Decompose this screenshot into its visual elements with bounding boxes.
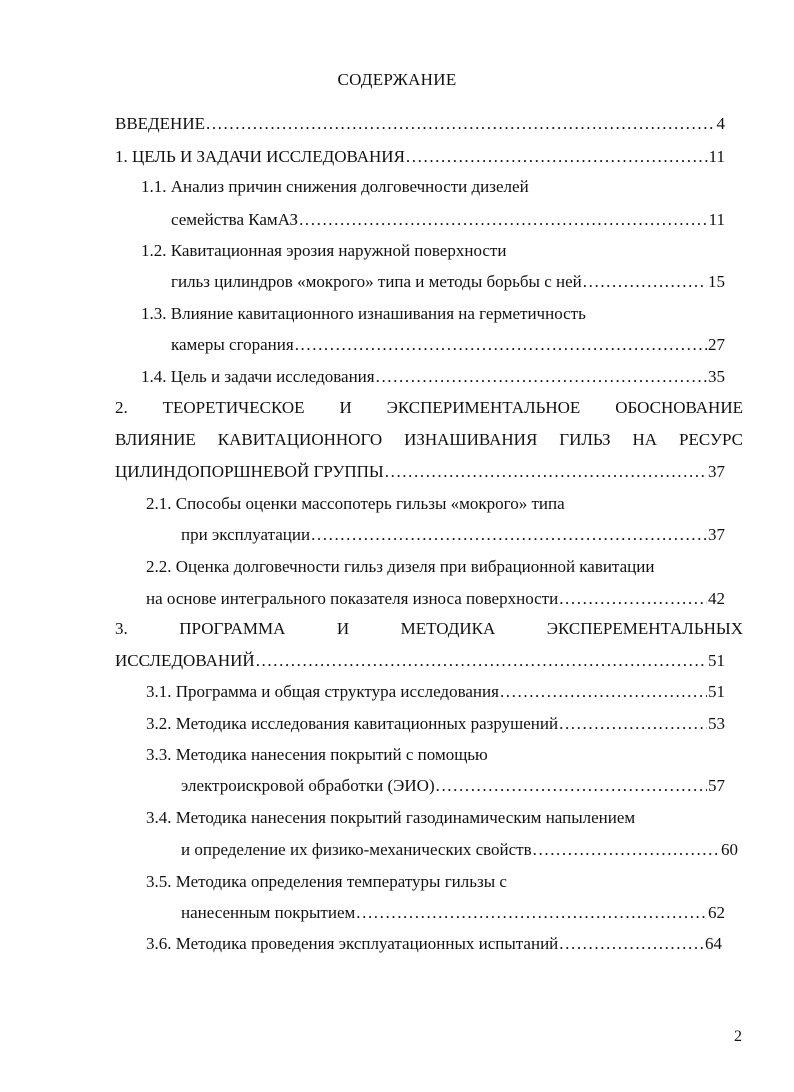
toc-entry-3-1 (146, 681, 725, 703)
dot-leader (311, 524, 707, 546)
toc-entry-3-6 (146, 933, 722, 955)
toc-entry-page: 37 (708, 525, 725, 544)
toc-entry-page: 11 (708, 147, 725, 166)
dot-leader (533, 839, 720, 861)
heading-word: И (336, 619, 350, 638)
toc-entry-chapter-3-line2 (115, 650, 725, 672)
toc-entry-text: ВВЕДЕНИЕ (115, 114, 205, 133)
toc-entry-text: электроискровой обработки (ЭИО) (181, 776, 435, 795)
heading-word: ТЕОРЕТИЧЕСКОЕ (162, 398, 305, 417)
toc-entry-page: 15 (708, 272, 725, 291)
toc-entry-1-2-line1: 1.2. Кавитационная эрозия наружной поверхности (141, 241, 507, 260)
toc-entry-page: 11 (708, 210, 725, 229)
heading-word: МЕТОДИКА (400, 619, 496, 638)
toc-entry-page: 64 (705, 934, 722, 953)
toc-entry-intro (115, 113, 725, 135)
toc-entry-page: 27 (708, 335, 725, 354)
toc-entry-3-3-line1: 3.3. Методика нанесения покрытий с помощью (146, 745, 488, 764)
toc-entry-2-2-line1: 2.2. Оценка долговечности гильз дизеля при вибрационной кавитации (146, 557, 655, 576)
toc-entry-1-3-line1: 1.3. Влияние кавитационного изнашивания на герметичность (141, 304, 586, 323)
toc-entry-2-2-line2 (146, 588, 725, 610)
dot-leader (559, 713, 707, 735)
toc-entry-text: 1.4. Цель и задачи исследования (141, 367, 375, 386)
heading-word: РЕСУРС (678, 430, 743, 449)
toc-entry-text: ИССЛЕДОВАНИЙ (115, 651, 255, 670)
heading-word: И (339, 398, 352, 417)
toc-entry-chapter-3-line1 (115, 618, 743, 640)
toc-entry-1-4 (141, 366, 725, 388)
toc-entry-text: 3.1. Программа и общая структура исследования (146, 682, 499, 701)
heading-word: ЭКСПЕРЕМЕНТАЛЬНЫХ (546, 619, 743, 638)
heading-word: ВЛИЯНИЕ (115, 430, 196, 449)
toc-entry-chapter-2-line2 (115, 429, 743, 451)
toc-entry-page: 37 (708, 462, 725, 481)
page-number: 2 (734, 1028, 742, 1045)
dot-leader (583, 271, 707, 293)
toc-entry-2-1-line1: 2.1. Способы оценки массопотерь гильзы «мокрого» типа (146, 494, 565, 513)
dot-leader (295, 334, 707, 356)
toc-entry-chapter-2-line3 (115, 461, 725, 483)
toc-entry-page: 51 (708, 651, 725, 670)
dot-leader (356, 902, 707, 924)
dot-leader (500, 681, 707, 703)
toc-entry-text: 1. ЦЕЛЬ И ЗАДАЧИ ИССЛЕДОВАНИЯ (115, 147, 405, 166)
toc-entry-text: ЦИЛИНДОПОРШНЕВОЙ ГРУППЫ (115, 462, 384, 481)
toc-entry-text: 3.6. Методика проведения эксплуатационных испытаний (146, 934, 559, 953)
heading-word: ГИЛЬЗ (559, 430, 611, 449)
toc-entry-1-2-line2 (171, 271, 725, 293)
toc-entry-1-3-line2 (171, 334, 725, 356)
toc-entry-3-5-line1: 3.5. Методика определения температуры гильзы с (146, 872, 507, 891)
toc-entry-3-4-line2 (181, 839, 738, 861)
toc-entry-text: гильз цилиндров «мокрого» типа и методы борьбы с ней (171, 272, 582, 291)
toc-entry-chapter-1 (115, 146, 725, 168)
toc-entry-2-1-line2 (181, 524, 725, 546)
heading-word: ОБОСНОВАНИЕ (615, 398, 743, 417)
dot-leader (436, 775, 707, 797)
toc-entry-3-3-line2 (181, 775, 725, 797)
heading-word: ПРОГРАММА (179, 619, 286, 638)
toc-entry-3-2 (146, 713, 725, 735)
toc-entry-1-1-line1: 1.1. Анализ причин снижения долговечности дизелей (141, 177, 529, 196)
toc-entry-3-4-line1: 3.4. Методика нанесения покрытий газодинамическим напылением (146, 808, 636, 827)
toc-entry-page: 4 (716, 114, 725, 133)
toc-entry-page: 42 (708, 589, 725, 608)
toc-entry-page: 62 (708, 903, 725, 922)
heading-word: ИЗНАШИВАНИЯ (404, 430, 538, 449)
toc-entry-page: 57 (708, 776, 725, 795)
toc-entry-page: 35 (708, 367, 725, 386)
dot-leader (559, 588, 707, 610)
dot-leader (256, 650, 707, 672)
toc-entry-page: 51 (708, 682, 725, 701)
heading-word: ЭКСПЕРИМЕНТАЛЬНОЕ (386, 398, 581, 417)
toc-entry-text: при эксплуатации (181, 525, 311, 544)
toc-entry-text: 3.2. Методика исследования кавитационных разрушений (146, 714, 559, 733)
dot-leader (206, 113, 716, 135)
dot-leader (406, 146, 708, 168)
heading-word: КАВИТАЦИОННОГО (217, 430, 383, 449)
toc-entry-page: 60 (721, 840, 738, 859)
dot-leader (376, 366, 707, 388)
toc-entry-1-1-line2 (171, 209, 725, 231)
toc-entry-text: и определение их физико-механических свойств (181, 840, 532, 859)
heading-word: НА (632, 430, 658, 449)
heading-word: 2. (115, 398, 128, 417)
toc-entry-text: семейства КамАЗ (171, 210, 299, 229)
toc-entry-page: 53 (708, 714, 725, 733)
dot-leader (559, 933, 704, 955)
dot-leader (385, 461, 707, 483)
toc-heading: СОДЕРЖАНИЕ (337, 70, 457, 89)
heading-word: 3. (115, 619, 128, 638)
toc-entry-text: на основе интегрального показателя износа поверхности (146, 589, 559, 608)
toc-entry-3-5-line2 (181, 902, 725, 924)
toc-entry-chapter-2-line1 (115, 397, 743, 419)
toc-entry-text: нанесенным покрытием (181, 903, 356, 922)
dot-leader (299, 209, 708, 231)
toc-entry-text: камеры сгорания (171, 335, 294, 354)
